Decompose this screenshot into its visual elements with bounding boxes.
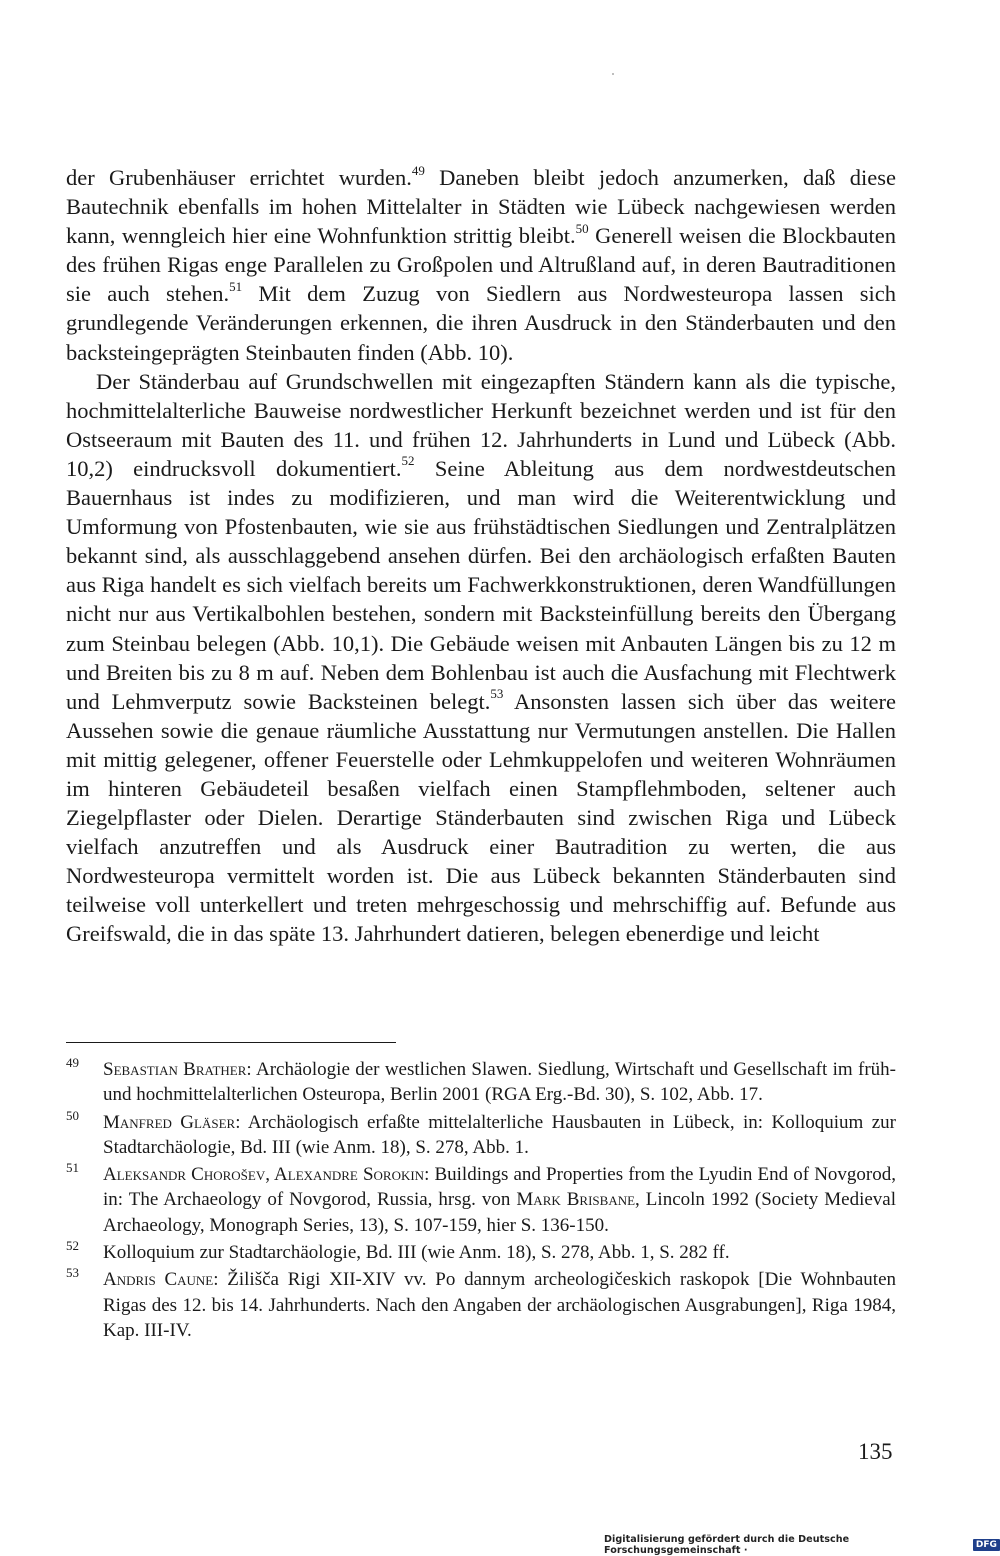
paragraph-2 — [66, 367, 896, 949]
footnote-text: : Žilišča Rigi XII-XIV vv. Po dannym archeologičeskich raskopok [Die Wohnbauten Rigas des 12. bis 14. Jahrhunderts. Nach den Angaben der archäologischen Ausgrabungen], Riga 1984, Kap. III-IV. — [103, 1269, 896, 1341]
body-text — [66, 163, 896, 949]
footnote-text-cont: , Lincoln 1992 (Society Medieval Archaeology, Monograph Series, 13), S. 107-159, hier S. 136-150. — [103, 1189, 896, 1236]
footnote-51 — [66, 1162, 896, 1238]
footnote-number: 49 — [66, 1055, 79, 1070]
footnote-53 — [66, 1267, 896, 1343]
footnote-50 — [66, 1107, 896, 1161]
p1-text-d: Mit dem Zuzug von Siedlern aus Nordwesteuropa lassen sich grundlegende Veränderungen erkennen, die ihren Ausdruck in den Ständerbauten und den backsteingeprägten Steinbauten finden (Abb. 10). — [66, 281, 896, 365]
footnote-52 — [66, 1240, 896, 1265]
p2-text-c: Ansonsten lassen sich über das weitere Aussehen sowie die genaue räumliche Ausstattung nur Vermutungen anstellen. Die Hallen mit mittig gelegener, offener Feuerstelle oder Lehmkuppelofen und weiteren Wohnräumen im hinteren Gebäudeteil besaßen vielfach einen Stampflehmboden, seltener auch Ziegelpflaster oder Dielen. Derartige Ständerbauten sind zwischen Riga und Lübeck vielfach anzutreffen und als Ausdruck einer Bautradition zu werten, die aus Nordwesteuropa vermittelt worden ist. Die aus Lübeck bekannten Ständerbauten sind teilweise voll unterkellert und treten mehrgeschossig und mehrschiffig auf. Befunde aus Greifswald, die in das späte 13. Jahrhundert datieren, belegen ebenerdige und leicht — [66, 688, 896, 947]
footnote-author: Manfred Gläser — [103, 1111, 236, 1133]
footnotes — [66, 1057, 896, 1345]
p2-text-a: Der Ständerbau auf Grundschwellen mit eingezapften Ständern kann als die typische, hochmittelalterliche Bauweise nordwestlicher Herkunft bezeichnet werden und ist für den Ostseeraum mit Bauten des 11. und frühen 12. Jahrhunderts in Lund und Lübeck (Abb. 10,2) eindrucksvoll dokumentiert. — [66, 368, 896, 481]
footnote-text: : Buildings and Properties from the Lyudin End of Novgorod, in: The Archaeology of Novgorod, Russia, hrsg. von — [103, 1164, 896, 1211]
footnote-text: : Archäologie der westlichen Slawen. Siedlung, Wirtschaft und Gesellschaft im früh- und hochmittelalterlichen Osteuropa, Berlin 2001 (RGA Erg.-Bd. 30), S. 102, Abb. 17. — [103, 1059, 896, 1106]
footnote-text: : Archäologisch erfaßte mittelalterliche Hausbauten in Lübeck, in: Kolloquium zur Stadtarchäologie, Bd. III (wie Anm. 18), S. 278, Abb. 1. — [103, 1111, 896, 1158]
footnote-ref-50[interactable]: 50 — [575, 220, 589, 236]
footnote-ref-49[interactable]: 49 — [411, 162, 425, 178]
footnote-ref-51[interactable]: 51 — [229, 278, 243, 294]
footnote-ref-52[interactable]: 52 — [401, 453, 415, 469]
p1-text-a: der Grubenhäuser errichtet wurden. — [66, 165, 412, 190]
p1-text-b: Daneben bleibt jedoch anzumerken, daß diese Bautechnik ebenfalls im hohen Mittelalter in Städten wie Lübeck nachgewiesen werden kann, wenngleich hier eine Wohnfunktion strittig bleibt. — [66, 165, 896, 249]
footnote-number: 53 — [66, 1265, 79, 1281]
paragraph-1 — [66, 163, 896, 367]
page-number: 135 — [858, 1439, 893, 1464]
footnote-number: 52 — [66, 1238, 79, 1254]
footnote-author: Andris Caune — [103, 1269, 214, 1291]
footnote-editor: Mark Brisbane — [516, 1189, 636, 1211]
footnote-separator — [66, 1042, 396, 1043]
scan-speck — [612, 73, 614, 75]
dfg-logo: DFG — [973, 1539, 1000, 1551]
footnote-number: 50 — [66, 1107, 79, 1123]
p2-text-b: Seine Ableitung aus dem nordwestdeutschen Bauernhaus ist indes zu modifizieren, und man wird die Weiterentwicklung und Umformung von Pfostenbauten, wie sie aus frühstädtischen Siedlungen und Zentralplätzen bekannt sind, als ausschlaggebend ansehen dürfen. Bei den archäologisch erfaßten Bauten aus Riga handelt es sich vielfach bereits um Fachwerkkonstruktionen, deren Wandfüllungen nicht nur aus Vertikalbohlen bestehen, sondern mit Backsteinfüllung bereits den Übergang zum Steinbau belegen (Abb. 10,1). Die Gebäude weisen mit Anbauten Längen bis zu 12 m und Breiten bis zu 8 m auf. Neben dem Bohlenbau ist auch die Ausfachung mit Flechtwerk und Lehmverputz sowie Backsteinen belegt. — [66, 455, 896, 714]
footnote-author: Sebastian Brather — [103, 1059, 247, 1080]
footnote-author: Aleksandr Chorošev, Alexandre Sorokin — [103, 1164, 425, 1186]
footnote-49 — [66, 1057, 896, 1108]
funding-notice — [604, 1534, 1000, 1556]
funding-notice-text: Digitalisierung gefördert durch die Deutsche Forschungsgemeinschaft · — [604, 1534, 850, 1556]
footnote-ref-53[interactable]: 53 — [490, 686, 504, 702]
footnote-number: 51 — [66, 1160, 79, 1176]
footnote-text: Kolloquium zur Stadtarchäologie, Bd. III (wie Anm. 18), S. 278, Abb. 1, S. 282 ff. — [103, 1242, 730, 1264]
p1-text-c: Generell weisen die Blockbauten des frühen Rigas enge Parallelen zu Großpolen und Altrußland auf, in deren Bautraditionen sie auch stehen. — [66, 223, 897, 307]
